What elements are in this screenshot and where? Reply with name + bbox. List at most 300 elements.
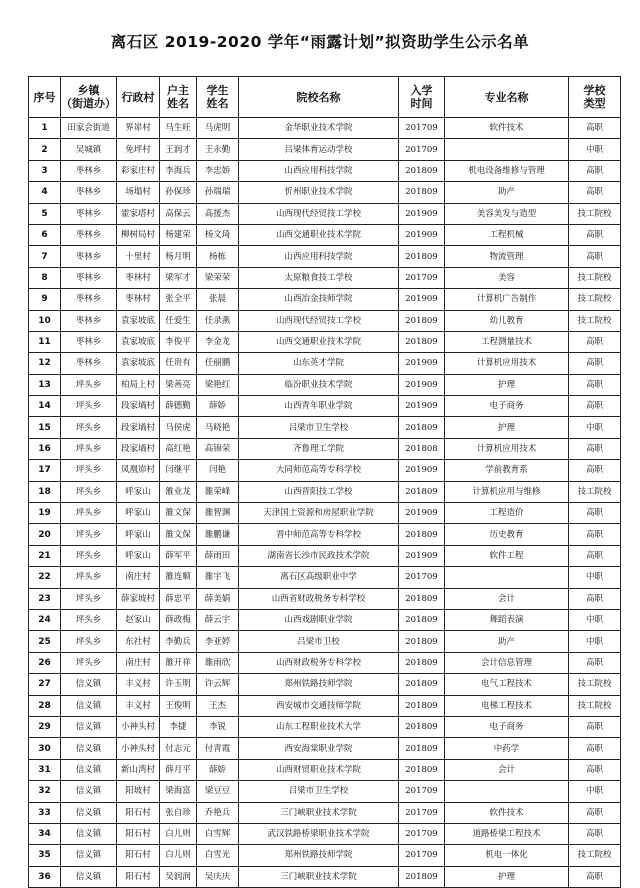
table-row: [29, 759, 621, 780]
household-head-cell: 任贵有: [160, 353, 197, 374]
seq-no-cell: 11: [29, 331, 61, 352]
column-header-village: 行政村: [117, 77, 160, 118]
school-type-cell: 高职: [569, 738, 621, 759]
enrollment-date-cell: 201809: [399, 652, 445, 673]
school-name-cell: 太原粮食技工学校: [239, 267, 399, 288]
school-name-cell: 离石区高级职业中学: [239, 567, 399, 588]
enrollment-date-cell: 201909: [399, 374, 445, 395]
township-cell: 吴城镇: [61, 139, 117, 160]
household-head-cell: 许玉明: [160, 674, 197, 695]
township-cell: 坪头乡: [61, 481, 117, 502]
table-row: [29, 524, 621, 545]
village-cell: 东社村: [117, 631, 160, 652]
page-title: 离石区 2019-2020 学年“雨露计划”拟资助学生公示名单: [110, 33, 530, 51]
household-head-cell: 王润才: [160, 139, 197, 160]
student-name-cell: 许云辉: [197, 674, 239, 695]
enrollment-date-cell: 201809: [399, 182, 445, 203]
table-row: [29, 417, 621, 438]
seq-no-cell: 14: [29, 396, 61, 417]
major-cell: 美容美发与造型: [445, 203, 569, 224]
enrollment-date-cell: 201909: [399, 545, 445, 566]
seq-no-cell: 15: [29, 417, 61, 438]
seq-no-cell: 16: [29, 438, 61, 459]
major-cell: 电梯工程技术: [445, 695, 569, 716]
table-row: [29, 503, 621, 524]
enrollment-date-cell: 201909: [399, 203, 445, 224]
student-name-cell: 闫艳: [197, 460, 239, 481]
school-type-cell: 中职: [569, 631, 621, 652]
household-head-cell: 薛德勤: [160, 396, 197, 417]
seq-no-cell: 30: [29, 738, 61, 759]
enrollment-date-cell: 201809: [399, 246, 445, 267]
major-cell: 护理: [445, 417, 569, 438]
column-header-student-name: 学生 姓名: [197, 77, 239, 118]
village-cell: 丰义村: [117, 674, 160, 695]
seq-no-cell: 26: [29, 652, 61, 673]
seq-no-cell: 35: [29, 845, 61, 866]
school-type-cell: 技工院校: [569, 203, 621, 224]
household-head-cell: 马生旺: [160, 118, 197, 139]
school-type-cell: 高职: [569, 460, 621, 481]
school-type-cell: 技工院校: [569, 695, 621, 716]
enrollment-date-cell: 201909: [399, 289, 445, 310]
enrollment-date-cell: 201809: [399, 331, 445, 352]
enrollment-date-cell: 201809: [399, 631, 445, 652]
enrollment-date-cell: 201709: [399, 781, 445, 802]
township-cell: 坪头乡: [61, 567, 117, 588]
table-header-row: [29, 77, 621, 118]
seq-no-cell: 24: [29, 609, 61, 630]
seq-no-cell: 31: [29, 759, 61, 780]
seq-no-cell: 23: [29, 588, 61, 609]
school-name-cell: 忻州职业技术学院: [239, 182, 399, 203]
seq-no-cell: 17: [29, 460, 61, 481]
student-name-cell: 乔艳兵: [197, 802, 239, 823]
student-name-cell: 马晓艳: [197, 417, 239, 438]
table-row: [29, 845, 621, 866]
township-cell: 枣林乡: [61, 224, 117, 245]
enrollment-date-cell: 201809: [399, 759, 445, 780]
school-name-cell: 山西财政税务专科学校: [239, 652, 399, 673]
township-cell: 枣林乡: [61, 289, 117, 310]
table-row: [29, 716, 621, 737]
table-row: [29, 160, 621, 181]
school-type-cell: 技工院校: [569, 674, 621, 695]
seq-no-cell: 22: [29, 567, 61, 588]
column-header-household-head: 户主 姓名: [160, 77, 197, 118]
enrollment-date-cell: 201709: [399, 823, 445, 844]
major-cell: 电子商务: [445, 396, 569, 417]
major-cell: 软件技术: [445, 802, 569, 823]
table-row: [29, 289, 621, 310]
school-type-cell: 高职: [569, 545, 621, 566]
village-cell: 彩家庄村: [117, 160, 160, 181]
school-type-cell: 高职: [569, 866, 621, 887]
student-name-cell: 李亚婷: [197, 631, 239, 652]
table-row: [29, 631, 621, 652]
household-head-cell: 张全平: [160, 289, 197, 310]
school-name-cell: 天津国土资源和房屋职业学院: [239, 503, 399, 524]
household-head-cell: 高保云: [160, 203, 197, 224]
major-cell: 会计: [445, 588, 569, 609]
major-cell: 护理: [445, 866, 569, 887]
school-name-cell: 山西戏剧职业学院: [239, 609, 399, 630]
table-row: [29, 267, 621, 288]
village-cell: 阳石村: [117, 845, 160, 866]
student-name-cell: 白雪辉: [197, 823, 239, 844]
school-type-cell: 技工院校: [569, 289, 621, 310]
enrollment-date-cell: 201809: [399, 481, 445, 502]
enrollment-date-cell: 201809: [399, 160, 445, 181]
village-cell: 阳石村: [117, 802, 160, 823]
household-head-cell: 雒开祥: [160, 652, 197, 673]
seq-no-cell: 20: [29, 524, 61, 545]
student-name-cell: 高援杰: [197, 203, 239, 224]
village-cell: 段家堝村: [117, 417, 160, 438]
household-head-cell: 薛月平: [160, 759, 197, 780]
school-type-cell: 高职: [569, 396, 621, 417]
table-row: [29, 353, 621, 374]
village-cell: 新山湾村: [117, 759, 160, 780]
student-name-cell: 李忠娇: [197, 160, 239, 181]
student-name-cell: 任丽鹏: [197, 353, 239, 374]
school-type-cell: 高职: [569, 524, 621, 545]
school-name-cell: 山西青年职业学院: [239, 396, 399, 417]
township-cell: 枣林乡: [61, 267, 117, 288]
table-row: [29, 224, 621, 245]
seq-no-cell: 18: [29, 481, 61, 502]
township-cell: 信义镇: [61, 695, 117, 716]
seq-no-cell: 21: [29, 545, 61, 566]
school-type-cell: 高职: [569, 438, 621, 459]
column-header-major: 专业名称: [445, 77, 569, 118]
school-name-cell: 三门峡职业技术学院: [239, 802, 399, 823]
major-cell: 电气工程技术: [445, 674, 569, 695]
school-name-cell: 吕梁市卫生学校: [239, 781, 399, 802]
column-header-seq-no: 序号: [29, 77, 61, 118]
township-cell: 枣林乡: [61, 246, 117, 267]
township-cell: 坪头乡: [61, 503, 117, 524]
household-head-cell: 梁军才: [160, 267, 197, 288]
table-row: [29, 438, 621, 459]
major-cell: 舞蹈表演: [445, 609, 569, 630]
household-head-cell: 杨建荣: [160, 224, 197, 245]
table-row: [29, 396, 621, 417]
village-cell: 段家堝村: [117, 438, 160, 459]
seq-no-cell: 3: [29, 160, 61, 181]
major-cell: 计算机应用技术: [445, 353, 569, 374]
household-head-cell: 任爱生: [160, 310, 197, 331]
student-name-cell: 吴庆庆: [197, 866, 239, 887]
household-head-cell: 雒连顺: [160, 567, 197, 588]
village-cell: 枣林村: [117, 267, 160, 288]
major-cell: 机电设备维修与管理: [445, 160, 569, 181]
township-cell: 信义镇: [61, 802, 117, 823]
household-head-cell: 李海兵: [160, 160, 197, 181]
township-cell: 坪头乡: [61, 460, 117, 481]
township-cell: 信义镇: [61, 716, 117, 737]
table-row: [29, 567, 621, 588]
school-type-cell: 高职: [569, 331, 621, 352]
enrollment-date-cell: 201909: [399, 503, 445, 524]
township-cell: 坪头乡: [61, 609, 117, 630]
enrollment-date-cell: 201709: [399, 267, 445, 288]
school-name-cell: 吕梁市卫校: [239, 631, 399, 652]
table-row: [29, 652, 621, 673]
village-cell: 阳坡村: [117, 781, 160, 802]
table-row: [29, 331, 621, 352]
school-name-cell: 吕梁体育运动学校: [239, 139, 399, 160]
village-cell: 阳石村: [117, 823, 160, 844]
major-cell: 机电一体化: [445, 845, 569, 866]
township-cell: 枣林乡: [61, 310, 117, 331]
village-cell: 小神头村: [117, 716, 160, 737]
school-type-cell: 高职: [569, 224, 621, 245]
household-head-cell: 白儿则: [160, 845, 197, 866]
enrollment-date-cell: 201709: [399, 567, 445, 588]
seq-no-cell: 12: [29, 353, 61, 374]
school-name-cell: 山西交通职业技术学院: [239, 224, 399, 245]
school-type-cell: 高职: [569, 802, 621, 823]
village-cell: 袁家坡底: [117, 310, 160, 331]
table-row: [29, 374, 621, 395]
student-name-cell: 薛云宇: [197, 609, 239, 630]
major-cell: 幼儿教育: [445, 310, 569, 331]
enrollment-date-cell: 201809: [399, 716, 445, 737]
township-cell: 坪头乡: [61, 438, 117, 459]
major-cell: 计算机应用与维修: [445, 481, 569, 502]
school-name-cell: 山东英才学院: [239, 353, 399, 374]
major-cell: 助产: [445, 182, 569, 203]
enrollment-date-cell: 201909: [399, 396, 445, 417]
school-type-cell: 中职: [569, 139, 621, 160]
household-head-cell: 梁海富: [160, 781, 197, 802]
school-name-cell: 山西现代经贸技工学校: [239, 310, 399, 331]
enrollment-date-cell: 201809: [399, 609, 445, 630]
major-cell: 美容: [445, 267, 569, 288]
school-name-cell: 武汉铁路桥梁职业技术学院: [239, 823, 399, 844]
seq-no-cell: 36: [29, 866, 61, 887]
table-body: [29, 118, 621, 888]
student-name-cell: 薛雨田: [197, 545, 239, 566]
seq-no-cell: 19: [29, 503, 61, 524]
major-cell: 历史教育: [445, 524, 569, 545]
seq-no-cell: 6: [29, 224, 61, 245]
school-type-cell: 高职: [569, 160, 621, 181]
seq-no-cell: 25: [29, 631, 61, 652]
township-cell: 坪头乡: [61, 417, 117, 438]
village-cell: 丰义村: [117, 695, 160, 716]
school-type-cell: 高职: [569, 759, 621, 780]
column-header-school-type: 学校 类型: [569, 77, 621, 118]
school-name-cell: 山西应用科技学院: [239, 160, 399, 181]
township-cell: 枣林乡: [61, 182, 117, 203]
school-name-cell: 郑州铁路技师学院: [239, 674, 399, 695]
village-cell: 场塌村: [117, 182, 160, 203]
household-head-cell: 李勤兵: [160, 631, 197, 652]
enrollment-date-cell: 201808: [399, 438, 445, 459]
enrollment-date-cell: 201709: [399, 139, 445, 160]
column-header-school-name: 院校名称: [239, 77, 399, 118]
student-name-cell: 付青霞: [197, 738, 239, 759]
village-cell: 呼家山: [117, 545, 160, 566]
seq-no-cell: 34: [29, 823, 61, 844]
student-name-cell: 杨文琦: [197, 224, 239, 245]
column-header-township: 乡镇 （街道办）: [61, 77, 117, 118]
school-name-cell: 山西交通职业技术学院: [239, 331, 399, 352]
village-cell: 界峁村: [117, 118, 160, 139]
table-row: [29, 182, 621, 203]
household-head-cell: 张自珍: [160, 802, 197, 823]
table-row: [29, 203, 621, 224]
major-cell: 工程机械: [445, 224, 569, 245]
seq-no-cell: 1: [29, 118, 61, 139]
township-cell: 信义镇: [61, 866, 117, 887]
school-type-cell: 中职: [569, 609, 621, 630]
township-cell: 坪头乡: [61, 652, 117, 673]
school-name-cell: 临汾职业技术学院: [239, 374, 399, 395]
school-type-cell: 高职: [569, 588, 621, 609]
school-type-cell: 高职: [569, 503, 621, 524]
school-type-cell: 高职: [569, 652, 621, 673]
major-cell: [445, 781, 569, 802]
school-type-cell: 中职: [569, 567, 621, 588]
village-cell: 霍家塔村: [117, 203, 160, 224]
major-cell: 计算机广告制作: [445, 289, 569, 310]
seq-no-cell: 32: [29, 781, 61, 802]
school-name-cell: 山西现代经贸技工学校: [239, 203, 399, 224]
school-name-cell: 湖南省长沙市民政技术学院: [239, 545, 399, 566]
seq-no-cell: 4: [29, 182, 61, 203]
major-cell: 中药学: [445, 738, 569, 759]
seq-no-cell: 13: [29, 374, 61, 395]
table-row: [29, 118, 621, 139]
major-cell: 软件工程: [445, 545, 569, 566]
student-name-cell: 雒鹏谦: [197, 524, 239, 545]
student-name-cell: 雒雨欣: [197, 652, 239, 673]
enrollment-date-cell: 201809: [399, 310, 445, 331]
household-head-cell: 付志元: [160, 738, 197, 759]
table-row: [29, 609, 621, 630]
school-name-cell: 吕梁市卫生学校: [239, 417, 399, 438]
household-head-cell: 薛军平: [160, 545, 197, 566]
enrollment-date-cell: 201809: [399, 738, 445, 759]
school-type-cell: 技工院校: [569, 481, 621, 502]
enrollment-date-cell: 201909: [399, 353, 445, 374]
village-cell: 枣林村: [117, 289, 160, 310]
township-cell: 坪头乡: [61, 396, 117, 417]
household-head-cell: 白儿则: [160, 823, 197, 844]
household-head-cell: 孙保珍: [160, 182, 197, 203]
village-cell: 南庄村: [117, 652, 160, 673]
household-head-cell: 李捷: [160, 716, 197, 737]
major-cell: 电子商务: [445, 716, 569, 737]
table-row: [29, 460, 621, 481]
village-cell: 凤凰峁村: [117, 460, 160, 481]
village-cell: 免坪村: [117, 139, 160, 160]
student-name-cell: 梁荣荣: [197, 267, 239, 288]
township-cell: 信义镇: [61, 674, 117, 695]
major-cell: [445, 567, 569, 588]
school-type-cell: 中职: [569, 781, 621, 802]
enrollment-date-cell: 201709: [399, 845, 445, 866]
student-name-cell: 雒智渊: [197, 503, 239, 524]
student-name-cell: 梁豆豆: [197, 781, 239, 802]
major-cell: 护理: [445, 374, 569, 395]
household-head-cell: 薛忠平: [160, 588, 197, 609]
student-name-cell: 王永勤: [197, 139, 239, 160]
village-cell: 十里村: [117, 246, 160, 267]
school-type-cell: 技工院校: [569, 267, 621, 288]
school-type-cell: 中职: [569, 417, 621, 438]
school-type-cell: 高职: [569, 716, 621, 737]
school-type-cell: 技工院校: [569, 845, 621, 866]
student-name-cell: 薛娇: [197, 759, 239, 780]
household-head-cell: 雒文保: [160, 524, 197, 545]
household-head-cell: 高红艳: [160, 438, 197, 459]
township-cell: 枣林乡: [61, 203, 117, 224]
enrollment-date-cell: 201909: [399, 224, 445, 245]
student-name-cell: 薛娇: [197, 396, 239, 417]
township-cell: 坪头乡: [61, 524, 117, 545]
student-name-cell: 李金龙: [197, 331, 239, 352]
village-cell: 袁家坡底: [117, 353, 160, 374]
table-row: [29, 545, 621, 566]
table-row: [29, 481, 621, 502]
household-head-cell: 闫继平: [160, 460, 197, 481]
enrollment-date-cell: 201709: [399, 802, 445, 823]
township-cell: 信义镇: [61, 738, 117, 759]
enrollment-date-cell: 201809: [399, 674, 445, 695]
township-cell: 枣林乡: [61, 353, 117, 374]
household-head-cell: 杨月明: [160, 246, 197, 267]
enrollment-date-cell: 201709: [399, 118, 445, 139]
village-cell: 呼家山: [117, 524, 160, 545]
major-cell: 物流管理: [445, 246, 569, 267]
enrollment-date-cell: 201809: [399, 588, 445, 609]
school-name-cell: 山西晋阳技工学校: [239, 481, 399, 502]
school-name-cell: 山西冶金技师学院: [239, 289, 399, 310]
major-cell: 道路桥梁工程技术: [445, 823, 569, 844]
student-name-cell: 杨栋: [197, 246, 239, 267]
student-name-cell: 薛美娟: [197, 588, 239, 609]
township-cell: 信义镇: [61, 759, 117, 780]
school-name-cell: 齐鲁理工学院: [239, 438, 399, 459]
enrollment-date-cell: 201809: [399, 524, 445, 545]
township-cell: 田家会街道: [61, 118, 117, 139]
enrollment-date-cell: 201809: [399, 417, 445, 438]
table-row: [29, 588, 621, 609]
village-cell: 柳树局村: [117, 224, 160, 245]
seq-no-cell: 10: [29, 310, 61, 331]
household-head-cell: 雒业龙: [160, 481, 197, 502]
school-type-cell: 高职: [569, 118, 621, 139]
village-cell: 阳石村: [117, 866, 160, 887]
student-name-cell: 梁艳红: [197, 374, 239, 395]
township-cell: 信义镇: [61, 845, 117, 866]
village-cell: 柏局上村: [117, 374, 160, 395]
township-cell: 信义镇: [61, 781, 117, 802]
village-cell: 赵家山: [117, 609, 160, 630]
major-cell: 会计: [445, 759, 569, 780]
major-cell: 计算机应用技术: [445, 438, 569, 459]
seq-no-cell: 2: [29, 139, 61, 160]
major-cell: 工程测量技术: [445, 331, 569, 352]
student-name-cell: 马虎明: [197, 118, 239, 139]
school-type-cell: 技工院校: [569, 310, 621, 331]
major-cell: 工程造价: [445, 503, 569, 524]
student-name-cell: 张晨: [197, 289, 239, 310]
